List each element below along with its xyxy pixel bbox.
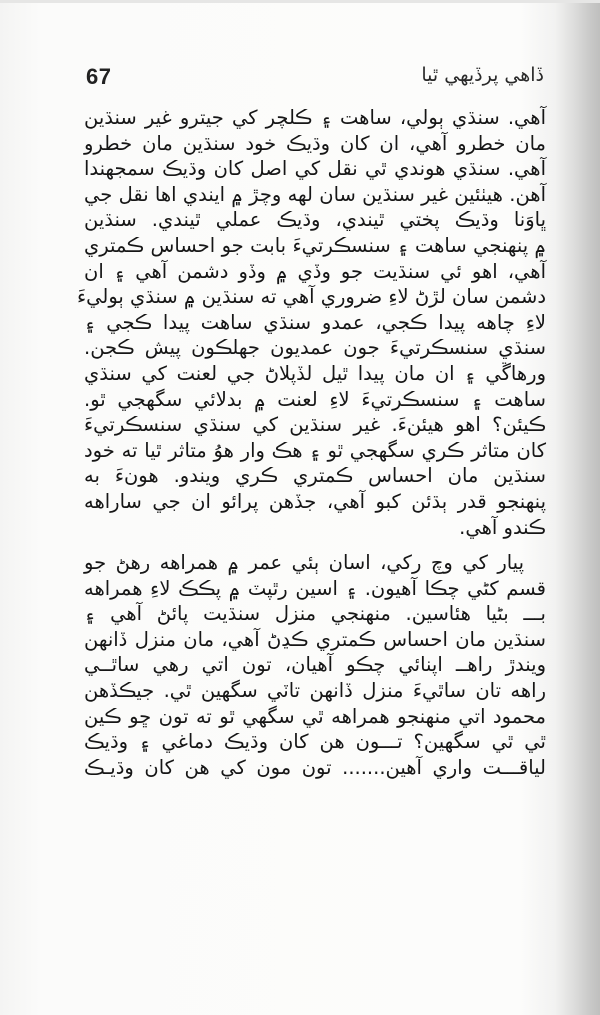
text-line: آهن. هيٺئين غير سنڌين سان لهه وچڙ ۾ ايندي اها نقل جي bbox=[84, 182, 546, 206]
text-line: ٿي ٿي سگهين؟ تـــون هن کان وڌيڪ دماغي ۽ وڌيڪ bbox=[84, 730, 546, 754]
text-line: ورهاڱي ۽ ان مان پيدا ٿيل لڏپلاڻ جي لعنت کي سنڌي bbox=[84, 361, 546, 385]
text-line: ڪندو آهي. bbox=[459, 515, 546, 539]
text-line: سنڌين مان احساس ڪمتري ڪري ويندو. هونءَ به bbox=[84, 464, 546, 488]
text-line: آهي، اهو ئي سنڌيت جو وڏي ۾ وڏو دشمن آهي ۽ ان bbox=[84, 259, 546, 283]
text-line: ساهت ۽ سنسڪرتيءَ لاءِ لعنت ۾ بدلائي سگهجي ٿو. bbox=[84, 387, 546, 411]
text-line: ويندڙ راهــ اپنائي چڪو آهيان، تون اتي رهي ساٿــي bbox=[84, 653, 546, 677]
text-line: ۾ پنهنجي ساهت ۽ سنسڪرتيءَ بابت جو احساس ڪمتري bbox=[84, 233, 546, 257]
running-header: ڏاهي پرڏيهي ٿيا bbox=[421, 64, 544, 86]
paragraph-1 bbox=[76, 105, 546, 540]
text-line: لياقـــت واري آهين....... تون مون کي هن کان وڌيـڪ bbox=[84, 755, 546, 779]
text-line: لاءِ چاهه پيدا ڪجي، عمدو سنڌي ساهت پيدا ڪجي ۽ bbox=[84, 310, 546, 334]
text-line: قسم کڻي چڪا آهيون. ۽ اسين رٿپٽ ۾ پڪڪ لاءِ همراهه bbox=[84, 576, 546, 600]
text-line: دشمن سان لڙڻ لاءِ ضروري آهي ته سنڌين ۾ سنڌي ٻوليءَ bbox=[76, 285, 546, 309]
paragraph-gap bbox=[84, 540, 546, 550]
text-line: پيار کي وچ رکي، اسان ٻئي عمر ۾ همراهه رهڻ جو bbox=[84, 551, 524, 575]
page-top-edge bbox=[0, 0, 600, 3]
text-line: بـــ بڻيا هئاسين. منهنجي منزل سنڌيت پائڻ آهي ۽ bbox=[84, 602, 546, 626]
text-line: آهي. سنڌي ٻولي، ساهت ۽ ڪلچر کي جيترو غير سنڌين bbox=[84, 106, 546, 129]
body-text bbox=[76, 105, 546, 780]
text-line: کان متاثر ڪري سگهجي ٿو ۽ هڪ وار هوُ متاثر ٿيا ته خود bbox=[84, 438, 546, 462]
text-line: آهي. سنڌي هوندي ٿي نقل کي اصل کان وڌيڪ سمجهندا bbox=[84, 157, 546, 181]
text-line: راهه تان ساٿيءَ منزل ڏانهن تاٽي سگهين ٿي. جيڪڏهن bbox=[84, 679, 546, 703]
text-line: سنڌي سنسڪرتيءَ جون عمديون جهلڪون پيش ڪجن. bbox=[84, 336, 546, 360]
text-line: سنڌين مان احساس ڪمتري ڪڍڻ آهي، مان منزل ڏانهن bbox=[84, 627, 546, 651]
text-line: ڪيئن؟ اهو هيئنءَ. غير سنڌين کي سنڌي سنسڪرتيءَ bbox=[84, 413, 546, 437]
text-line: ڀاوَنا وڌيڪ پختي ٿيندي، وڌيڪ عملي ٿيندي. سنڌين bbox=[84, 208, 546, 232]
text-line: پنهنجو قدر ٻڌئن کبو آهي، جڏهن پرائو ان جي ساراهه bbox=[84, 489, 546, 513]
text-line: محمود اتي منهنجو همراهه ٿي سگهي ٿو ته تون ڇو ڪين bbox=[84, 704, 546, 728]
text-line: مان خطرو آهي، ان کان وڌيڪ خود سنڌين مان خطرو bbox=[84, 131, 546, 155]
page-number: 67 bbox=[86, 64, 112, 89]
paragraph-2 bbox=[84, 550, 546, 780]
